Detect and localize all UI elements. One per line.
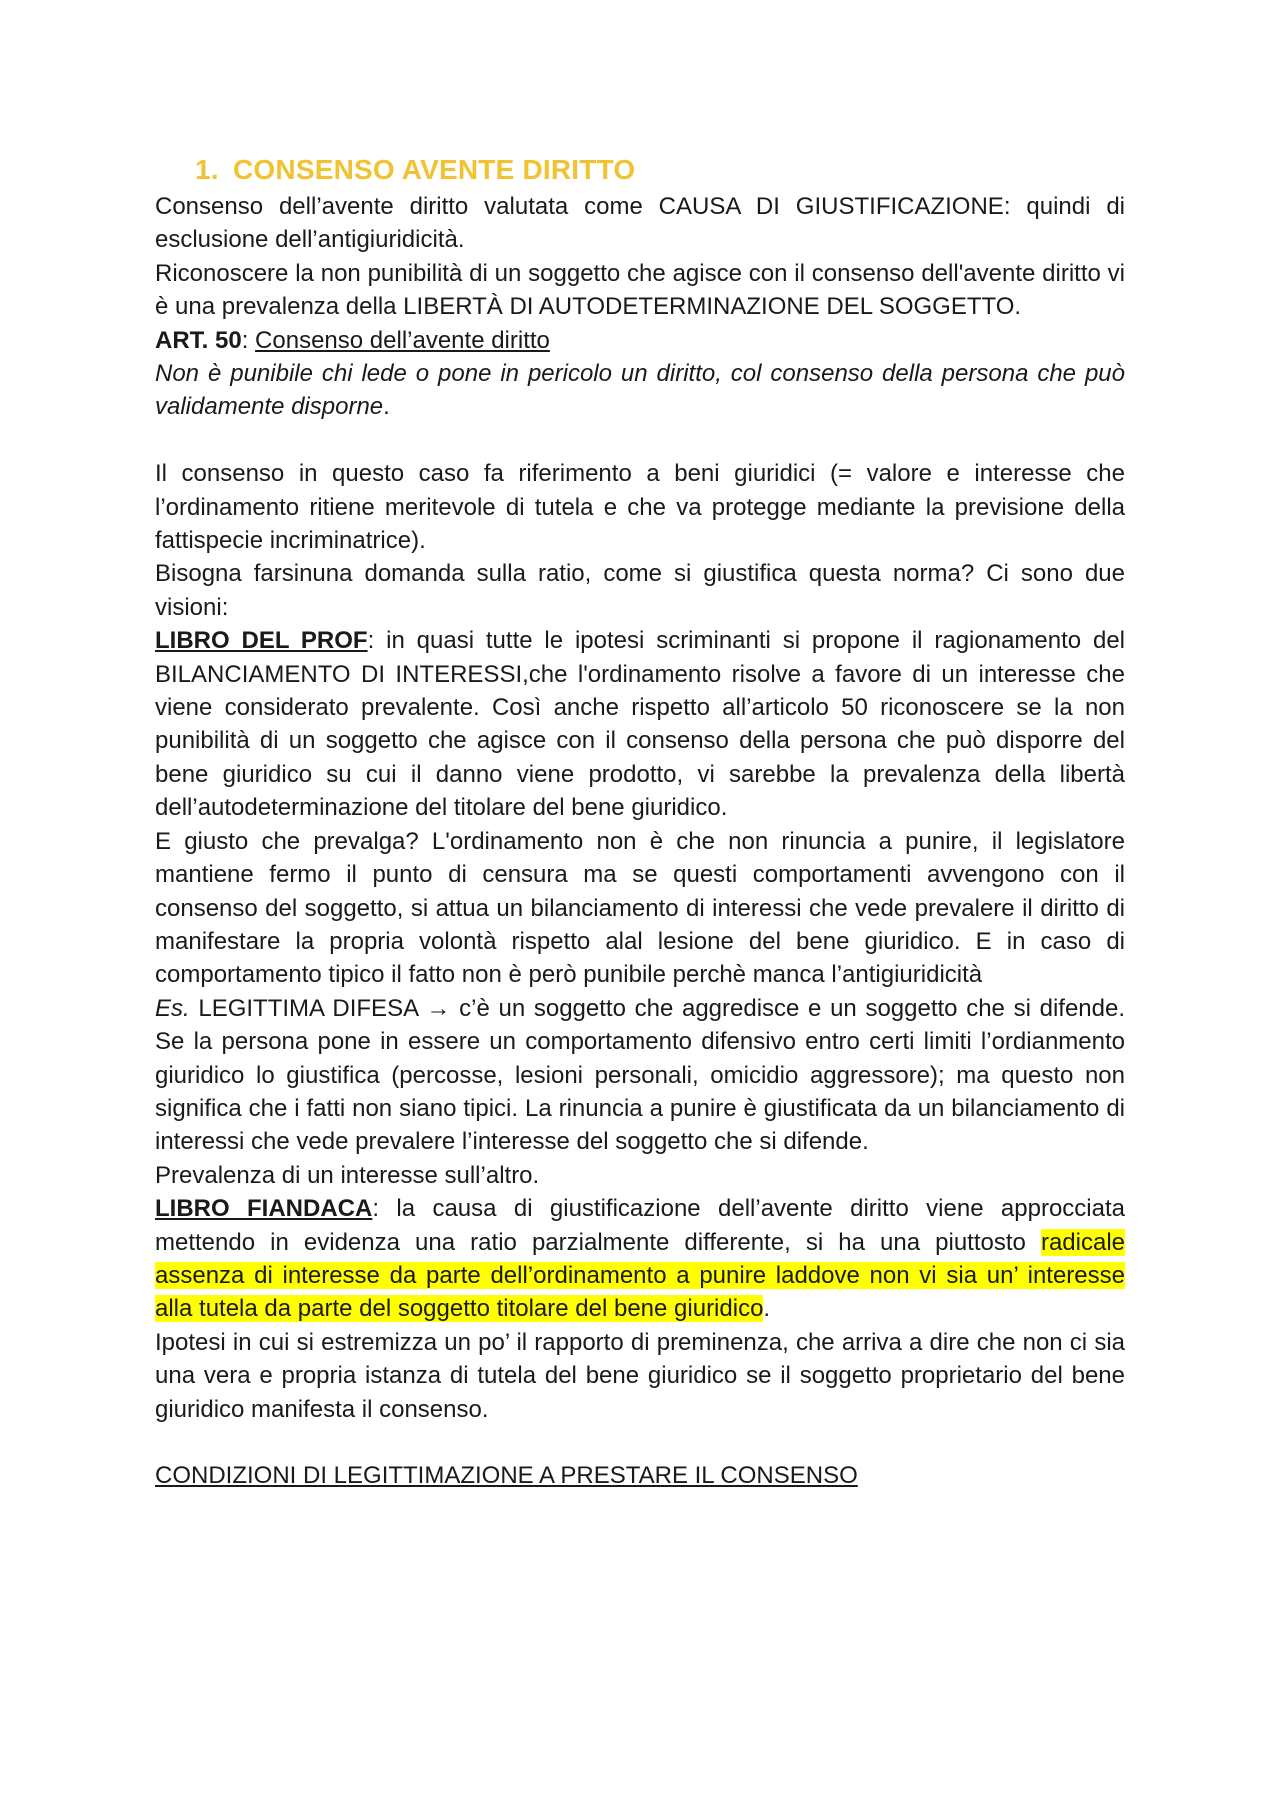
article-separator: : [241,326,256,354]
paragraph-ipotesi: Ipotesi in cui si estremizza un po’ il rapporto di preminenza, che arriva a dire che non ci sia una vera e propria istanza di tutela del bene giuridico se il soggetto proprietario del bene giuridico manifesta il consenso. [155,1328,1125,1423]
article-label: ART. 50 [155,326,242,354]
blank-line [155,424,1125,457]
paragraph-libro-prof [155,624,1125,824]
heading-number: 1. [195,154,219,185]
libro-prof-text: : in quasi tutte le ipotesi scriminanti si propone il ragionamento del BILANCIAMENTO DI INTERESSI,che l'ordinamento risolve a favore di un interesse che viene considerato prevalente. Così anche rispetto all’articolo 50 riconoscere se la non punibilità di un soggetto che agisce con il consenso della persona che può disporre del bene giuridico su cui il danno viene prodotto, vi sarebbe la prevalenza della libertà dell’autodeterminazione del titolare del bene giuridico. [155,627,1126,822]
document-page [155,150,1125,1493]
libro-fiandaca-end: . [763,1295,771,1323]
example-text: LEGITTIMA DIFESA → c’è un soggetto che aggredisce e un soggetto che si difende. Se la persona pone in essere un comportamento difensivo entro certi limiti l’ordianmento giuridico lo giustifica (percosse, lesioni personali, omicidio aggressore); ma questo non significa che i fatti non siano tipici. La rinuncia a punire è giustificata da un bilanciamento di interessi che vede prevalere l’interesse del soggetto che si difende. [155,994,1125,1156]
article-quote: Non è punibile chi lede o pone in pericolo un diritto, col consenso della persona che può validamente disporne [155,360,1125,421]
heading-title: CONSENSO AVENTE DIRITTO [233,154,636,185]
article-50-text [155,357,1125,424]
article-50-line [155,324,1125,357]
libro-fiandaca-text: : la causa di giustificazione dell’avente diritto viene approcciata mettendo in evidenza una ratio parzialmente differente, si ha una piuttosto [155,1195,1125,1256]
blank-line [155,1426,1125,1459]
section-condizioni-title: CONDIZIONI DI LEGITTIMAZIONE A PRESTARE IL CONSENSO [155,1462,858,1490]
paragraph-ratio-question: Bisogna farsinuna domanda sulla ratio, come si giustifica questa norma? Ci sono due visioni: [155,560,1125,621]
libro-prof-label: LIBRO DEL PROF [155,627,368,655]
paragraph-prevalenza: Prevalenza di un interesse sull’altro. [155,1161,540,1189]
paragraph-example [155,992,1125,1159]
article-quote-end: . [383,393,390,421]
paragraph-prevalga: E giusto che prevalga? L'ordinamento non è che non rinuncia a punire, il legislatore mantiene fermo il punto di censura ma se questi comportamenti avvengono con il consenso del soggetto, si attua un bilanciamento di interessi che vede prevalere il diritto di manifestare la propria volontà rispetto alal lesione del bene giuridico. E in caso di comportamento tipico il fatto non è però punibile perchè manca l’antigiuridicità [155,827,1125,989]
paragraph-libro-fiandaca [155,1192,1125,1326]
paragraph-recognize: Riconoscere la non punibilità di un soggetto che agisce con il consenso dell'avente diritto vi è una prevalenza della LIBERTÀ DI AUTODETERMINAZIONE DEL SOGGETTO. [155,259,1125,321]
section-heading [195,150,1125,190]
example-label: Es. [155,994,190,1022]
article-title: Consenso dell’avente diritto [255,326,550,354]
paragraph-intro: Consenso dell’avente diritto valutata come CAUSA DI GIUSTIFICAZIONE: quindi di esclusione dell’antigiuridicità. [155,193,1125,254]
paragraph-beni-giuridici: Il consenso in questo caso fa riferimento a beni giuridici (= valore e interesse che l’ordinamento ritiene meritevole di tutela e che va protegge mediante la previsione della fattispecie incriminatrice). [155,460,1125,555]
libro-fiandaca-label: LIBRO FIANDACA [155,1195,373,1223]
highlighted-text: radicale assenza di interesse da parte dell’ordinamento a punire laddove non vi sia un’ interesse alla tutela da parte del soggetto titolare del bene giuridico [155,1228,1125,1323]
